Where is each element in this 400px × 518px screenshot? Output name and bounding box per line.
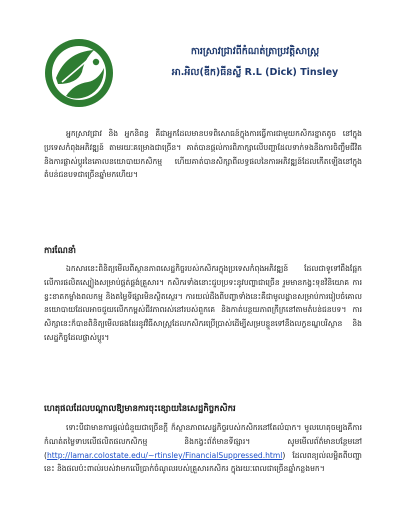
paragraph-introduction: ឯកសារនេះពិនិត្យមើលពីស្ថានភាពសេដ្ឋកិច្ចរបស់កសិករក្នុងប្រទេសកំពុងអភិវឌ្ឍន៍ ដែលជាទូទៅពឹងផ្អែកលើការផលិតស្បៀងសម្រាប់ផ្គត់ផ្គង់គ្រួសារ។ កសិករទាំងនោះជួបប្រទះនូវបញ្ហាជាច្រើន រួមមានកង្វះទុនវិនិយោគ ការខ្វះខាតកម្លាំងពលកម្ម និងតម្លៃទីផ្សារមិនស្ថិតស្ថេរ។ ការយល់ដឹងពីបញ្ហាទាំងនេះគឺជាមូលដ្ឋានសម្រាប់ការរៀបចំគោលនយោបាយដែលអាចជួយលើកកម្ពស់ជីវភាពរស់នៅរបស់ពួកគេ និងកាត់បន្ថយភាពក្រីក្រនៅតាមតំបន់ជនបទ។ ការសិក្សានេះក៏បានពិនិត្យមើលផងដែរនូវវិធីសាស្ត្រដែលកសិករប្រើប្រាស់ដើម្បីសម្របខ្លួនទៅនឹងលក្ខខណ្ឌបរិស្ថាន និងសេដ្ឋកិច្ចដែលផ្លាស់ប្ដូរ។ xyxy=(44,264,362,342)
author-line xyxy=(130,66,380,79)
author-name-latin: R.L (Dick) Tinsley xyxy=(244,67,339,78)
paragraph-reasons: ទោះបីជាមានការផ្ដល់ជំនួយជាច្រើនក្ដី ក៏ស្ថានភាពសេដ្ឋកិច្ចរបស់កសិករនៅតែលំបាក។ មូលហេតុចម្បងគឺការកំណត់តម្លៃទាបលើផលិតផលកសិកម្ម និងកង្វះព័ត៌មានទីផ្សារ។ សូមមើលព័ត៌មានបន្ថែមនៅ (http://lamar.colostate.edu/~rtinsley/FinancialSuppressed.html) ដែលពន្យល់លម្អិតពីបញ្ហានេះ និងផលប៉ះពាល់របស់វាមកលើប្រាក់ចំណូលរបស់គ្រួសារកសិករ ក្នុងរយៈពេលជាច្រើនឆ្នាំកន្លងមក។ xyxy=(44,423,362,474)
document-title: ការស្រាវជ្រាវពីកំណត់ត្រាប្រវត្តិសាស្ត្រ xyxy=(190,46,320,57)
reference-link[interactable]: http://lamar.colostate.edu/~rtinsley/FinancialSuppressed.html xyxy=(46,450,283,460)
paragraph-reasons-text-1: ទោះបីជាមានការផ្ដល់ជំនួយជាច្រើនក្ដី ក៏ស្ថានភាពសេដ្ឋកិច្ចរបស់កសិករនៅតែលំបាក។ មូលហេតុចម្បងគឺការកំណត់តម្លៃទាបលើផលិតផលកសិកម្ម និងកង្វះព័ត៌មានទីផ្សារ។ សូមមើលព័ត៌មានបន្ថែមនៅ xyxy=(44,423,362,446)
author-name-khmer: អា.អិល(ឌីក)ធីនស្លី xyxy=(171,67,242,78)
section-heading-introduction: ការណែនាំ xyxy=(44,246,76,256)
leaf-circle-logo xyxy=(44,38,114,108)
paragraph-reasons-text-2: ដែលពន្យល់លម្អិតពីបញ្ហានេះ និងផលប៉ះពាល់របស់វាមកលើប្រាក់ចំណូលរបស់គ្រួសារកសិករ ក្នុងរយៈពេលជាច្រើនឆ្នាំកន្លងមក។ xyxy=(44,450,362,474)
section-heading-reasons: ហេតុផលដែលបណ្ដាលឱ្យមានការចុះខ្សោយនៃសេដ្ឋកិច្ចកសិករ xyxy=(44,404,236,414)
paragraph-intro: អ្នកស្រាវជ្រាវ និង អ្នកនិពន្ធ គឺជាអ្នកដែលមានបទពិសោធន៍ក្នុងការធ្វើការជាមួយកសិករខ្នាតតូច នៅក្នុងប្រទេសកំពុងអភិវឌ្ឍន៍ តាមរយៈគម្រោងជាច្រើន។ គាត់បានផ្ដល់ការពិភាក្សាលើបញ្ហាដែលទាក់ទងនឹងការចិញ្ចឹមជីវិត និងការផ្លាស់ប្ដូរនៃគោលនយោបាយកសិកម្ម ហើយគាត់បានសិក្សាពីលទ្ធផលនៃការអភិវឌ្ឍន៍ដែលកើតឡើងនៅក្នុងតំបន់ជនបទជាច្រើនឆ្នាំមកហើយ។ xyxy=(44,129,362,180)
